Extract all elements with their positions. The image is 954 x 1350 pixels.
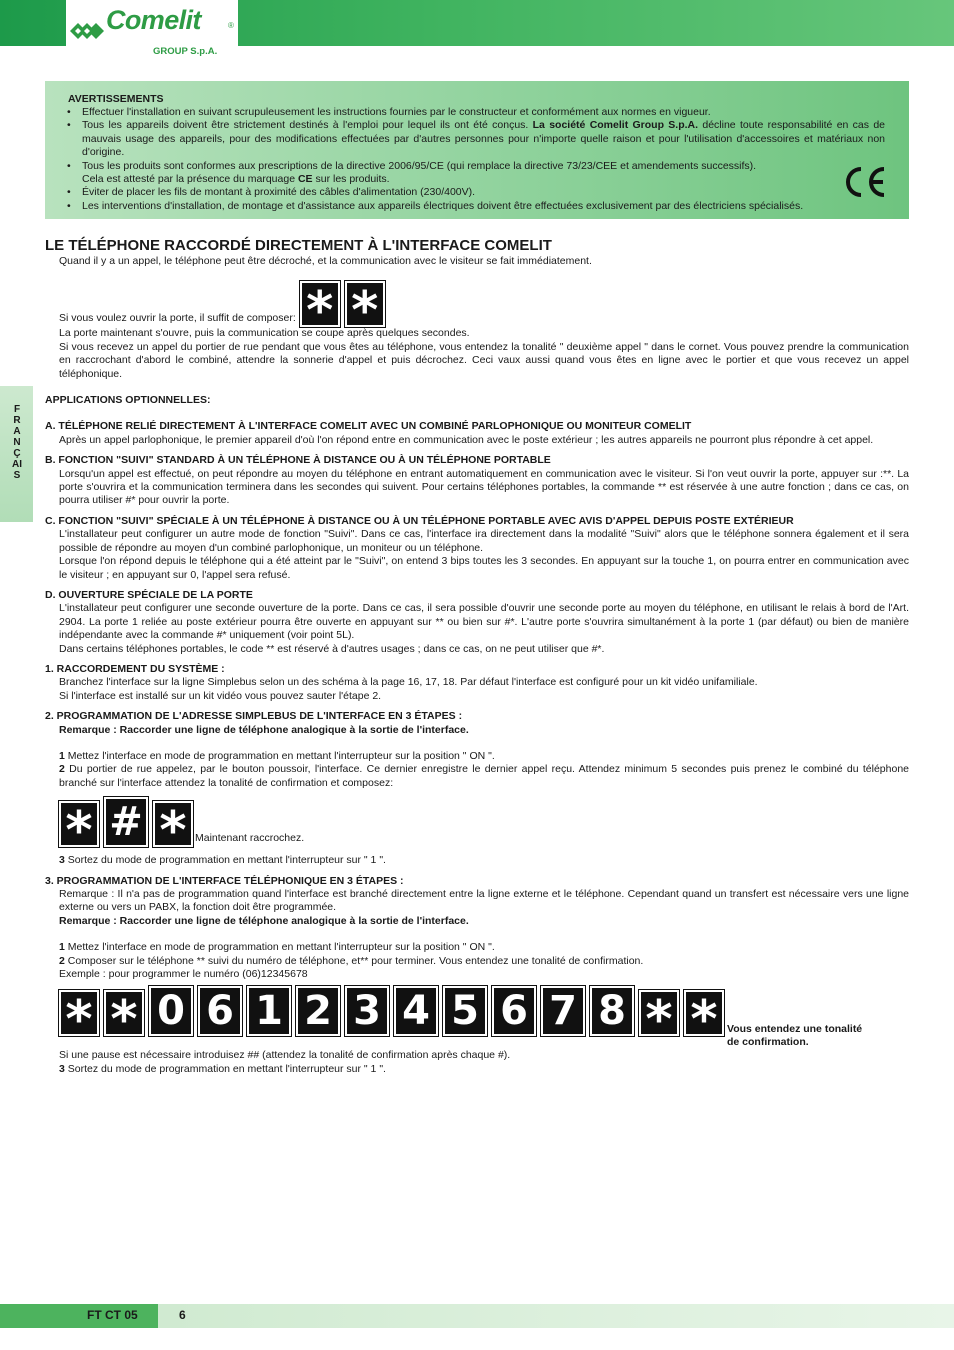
warnings-title: AVERTISSEMENTS — [68, 93, 164, 105]
keypad-key: 3 — [345, 986, 389, 1036]
keypad-key: 8 — [590, 986, 634, 1036]
step-2-heading: 2. PROGRAMMATION DE L'ADRESSE SIMPLEBUS DE L'INTERFACE EN 3 ÉTAPES : — [45, 710, 463, 723]
warning-item: • Tous les appareils doivent être strictement destinés à l'emploi pour lequel ils ont été conçus. La société Comelit Group S.p.A. décline toute responsabilité en cas de mauvais usage des appareils, pour des modifications effectuées par d'autres personnes pour n'importe quelle raison et pour l'utilisation d'accessoires et matériaux non d'origine. — [67, 119, 885, 159]
pause-note: Si une pause est nécessaire introduisez ## (attendez la tonalité de confirmation après chaque #). — [59, 1049, 511, 1062]
warnings-list — [67, 106, 885, 213]
warning-item: • Éviter de placer les fils de montant à proximité des câbles d'alimentation (230/400V). — [67, 186, 885, 199]
instruction-1: 1 Mettez l'interface en mode de programmation en mettant l'interrupteur sur la position " ON ". — [59, 749, 495, 762]
comelit-logo-icon — [70, 16, 106, 46]
keys-caption: Maintenant raccrochez. — [195, 831, 305, 844]
brand-name: Comelit — [106, 5, 201, 35]
footer-code-tab — [0, 1304, 158, 1328]
paragraph: Si l'interface est installé sur un kit vidéo vous pouvez sauter l'étape 2. — [59, 689, 382, 702]
intro-paragraph: Quand il y a un appel, le téléphone peut être décroché, et la communication avec le visiteur se fait immédiatement. — [59, 255, 592, 267]
paragraph: Dans certains téléphones portables, le code ** est réservé à d'autres usages ; dans ce cas, on ne peut utiliser que #*. — [59, 642, 605, 655]
main-content — [45, 255, 909, 1076]
section-a-heading: A. TÉLÉPHONE RELIÉ DIRECTEMENT À L'INTERFACE COMELIT AVEC UN COMBINÉ PARLOPHONIQUE OU MONITEUR COMELIT — [45, 420, 692, 433]
paragraph: Remarque : Il n'a pas de programmation quand l'interface est branché directement entre la ligne externe et le téléphone. Cependant quand un transfert est nécessaire vers une ligne externe ou vers un PABX, la fonction doit être programmée. — [59, 888, 909, 914]
warning-item: • Les interventions d'installation, de montage et d'assistance aux appareils électriques doivent être effectuées exclusivement par des électriciens spécialisés. — [67, 200, 885, 213]
keypad-key: * — [639, 990, 679, 1036]
keypad-key: 1 — [247, 986, 291, 1036]
paragraph: La porte maintenant s'ouvre, puis la communication se coupe après quelques secondes. — [59, 327, 470, 340]
ce-mark-icon — [840, 165, 888, 199]
instruction-2: 2 Composer sur le téléphone ** suivi du numéro de téléphone, et** pour terminer. Vous entendez une tonalité de confirmation. — [59, 954, 644, 967]
phone-number-keys-row — [45, 986, 909, 1051]
keypad-key: * — [153, 801, 193, 847]
open-door-text: Si vous voulez ouvrir la porte, il suffit de composer: — [59, 312, 296, 324]
paragraph: L'installateur peut configurer une seconde ouverture de la porte. Dans ce cas, il sera possible d'ouvrir une seconde porte au moyen du téléphone, en utilisant le relais à bord de l'Art. 2904. La porte 1 reliée au poste extérieur pourra être ouverte en appuyant sur ** ou bien sur #*. L'autre porte s'ouvrira simultanément à la porte 1 (par défaut) ou bien de manière indépendante avec la commande #* uniquement (voir point 5L). — [59, 602, 909, 642]
warnings-panel — [45, 81, 909, 219]
keypad-key: # — [104, 797, 148, 847]
registered-mark: ® — [228, 21, 234, 30]
keypad-key: 6 — [492, 986, 536, 1036]
applications-heading: APPLICATIONS OPTIONNELLES: — [45, 394, 211, 407]
warning-item: • Effectuer l'installation en suivant scrupuleusement les instructions fournies par le constructeur et conformément aux normes en vigueur. — [67, 106, 885, 119]
instruction-1: 1 Mettez l'interface en mode de programmation en mettant l'interrupteur sur la position " ON ". — [59, 941, 495, 954]
keypad-key: * — [684, 990, 724, 1036]
language-tab — [0, 386, 33, 522]
instruction-3: 3 Sortez du mode de programmation en mettant l'interrupteur sur " 1 ". — [59, 854, 386, 867]
paragraph: Après un appel parlophonique, le premier appareil d'où l'on répond entre en communication avec le poste extérieur ; les autres appareils ne pourront plus répondre à cet appel. — [59, 433, 874, 446]
remark: Remarque : Raccorder une ligne de téléphone analogique à la sortie de l'interface. — [59, 723, 469, 736]
warning-item: • Tous les produits sont conformes aux prescriptions de la directive 2006/95/CE (qui remplace la directive 73/23/CEE et amendements successifs). Cela est attesté par la présence du marquage CE sur les produits. — [67, 160, 885, 187]
page-number: 6 — [179, 1308, 186, 1322]
step-3-heading: 3. PROGRAMMATION DE L'INTERFACE TÉLÉPHONIQUE EN 3 ÉTAPES : — [45, 874, 404, 887]
page-title: LE TÉLÉPHONE RACCORDÉ DIRECTEMENT À L'INTERFACE COMELIT — [45, 237, 552, 254]
example-text: Exemple : pour programmer le numéro (06)12345678 — [59, 968, 308, 981]
keypad-key: 2 — [296, 986, 340, 1036]
language-label: FRANÇAIS — [12, 404, 22, 481]
paragraph: Lorsqu'un appel est effectué, on peut répondre au moyen du téléphone en entrant automatiquement en communication avec le visiteur. Si l'on veut ouvrir la porte, appuyer sur :**. La porte s'ouvrira et la communication terminera dans les secondes qui suivent. Pour certains téléphones portables, la commande ** est réservée à une autre fonction ; dans ce cas, on pourra utiliser #* pour ouvrir la porte. — [59, 467, 909, 507]
keypad-key: * — [345, 281, 385, 327]
keypad-key: * — [104, 990, 144, 1036]
paragraph: L'installateur peut configurer un autre mode de fonction "Suivi". Dans ce cas, l'interface ira directement dans la modalité "Suivi" alors que le téléphone sonnera également et il sera possible de répondre au moyen d'un combiné parlophonique, un moniteur ou un téléphone. — [59, 528, 909, 554]
step-1-heading: 1. RACCORDEMENT DU SYSTÈME : — [45, 662, 225, 675]
section-b-heading: B. FONCTION "SUIVI" STANDARD À UN TÉLÉPHONE À DISTANCE OU À UN TÉLÉPHONE PORTABLE — [45, 454, 551, 467]
keypad-key: * — [59, 801, 99, 847]
logo — [66, 0, 238, 60]
keypad-key: 5 — [443, 986, 487, 1036]
document-code: FT CT 05 — [87, 1308, 138, 1322]
keypad-key: * — [300, 281, 340, 327]
keypad-key: 4 — [394, 986, 438, 1036]
keypad-key: 7 — [541, 986, 585, 1036]
section-c-heading: C. FONCTION "SUIVI" SPÉCIALE À UN TÉLÉPHONE À DISTANCE OU À UN TÉLÉPHONE PORTABLE AVEC AVIS D'APPEL DEPUIS POSTE EXTÉRIEUR — [45, 514, 794, 527]
keypad-key: 6 — [198, 986, 242, 1036]
paragraph: Lorsque l'on répond depuis le téléphone qui a été atteint par le "Suivi", on entend 3 bips toutes les 3 secondes. En appuyant sur la touche 1, on pourra entrer en communication avec le visiteur ; en appuyant sur 0, l'appel sera refusé. — [59, 555, 909, 581]
instruction-2: 2 Du portier de rue appelez, par le bouton poussoir, l'interface. Ce dernier enregistre le dernier appel reçu. Attendez minimum 5 secondes puis prenez le combiné du téléphone branché sur l'interface attendez la tonalité de confirmation et composez: — [59, 763, 909, 789]
remark: Remarque : Raccorder une ligne de téléphone analogique à la sortie de l'interface. — [59, 914, 469, 927]
keypad-key: * — [59, 990, 99, 1036]
keypad-key: 0 — [149, 986, 193, 1036]
keys-caption: Vous entendez une tonalité de confirmation. — [727, 1023, 863, 1049]
paragraph: Branchez l'interface sur la ligne Simplebus selon un des schéma à la page 16, 17, 18. Par défaut l'interface est configuré pour un kit vidéo unifamiliale. — [59, 676, 758, 689]
paragraph: Si vous recevez un appel du portier de rue pendant que vous êtes au téléphone, vous entendez la tonalité " deuxième appel " dans le cornet. Vous pouvez prendre la communication en raccrochant d'abord le combiné, attendre la sonnerie d'appel et puis décrochez. Ceci vaux aussi quand vous êtes en ligne avec le portier et que vous recevez un appel téléphonique. — [59, 340, 909, 380]
instruction-3: 3 Sortez du mode de programmation en mettant l'interrupteur sur " 1 ". — [59, 1062, 386, 1075]
brand-group: GROUP S.p.A. — [153, 46, 218, 57]
section-d-heading: D. OUVERTURE SPÉCIALE DE LA PORTE — [45, 588, 253, 601]
